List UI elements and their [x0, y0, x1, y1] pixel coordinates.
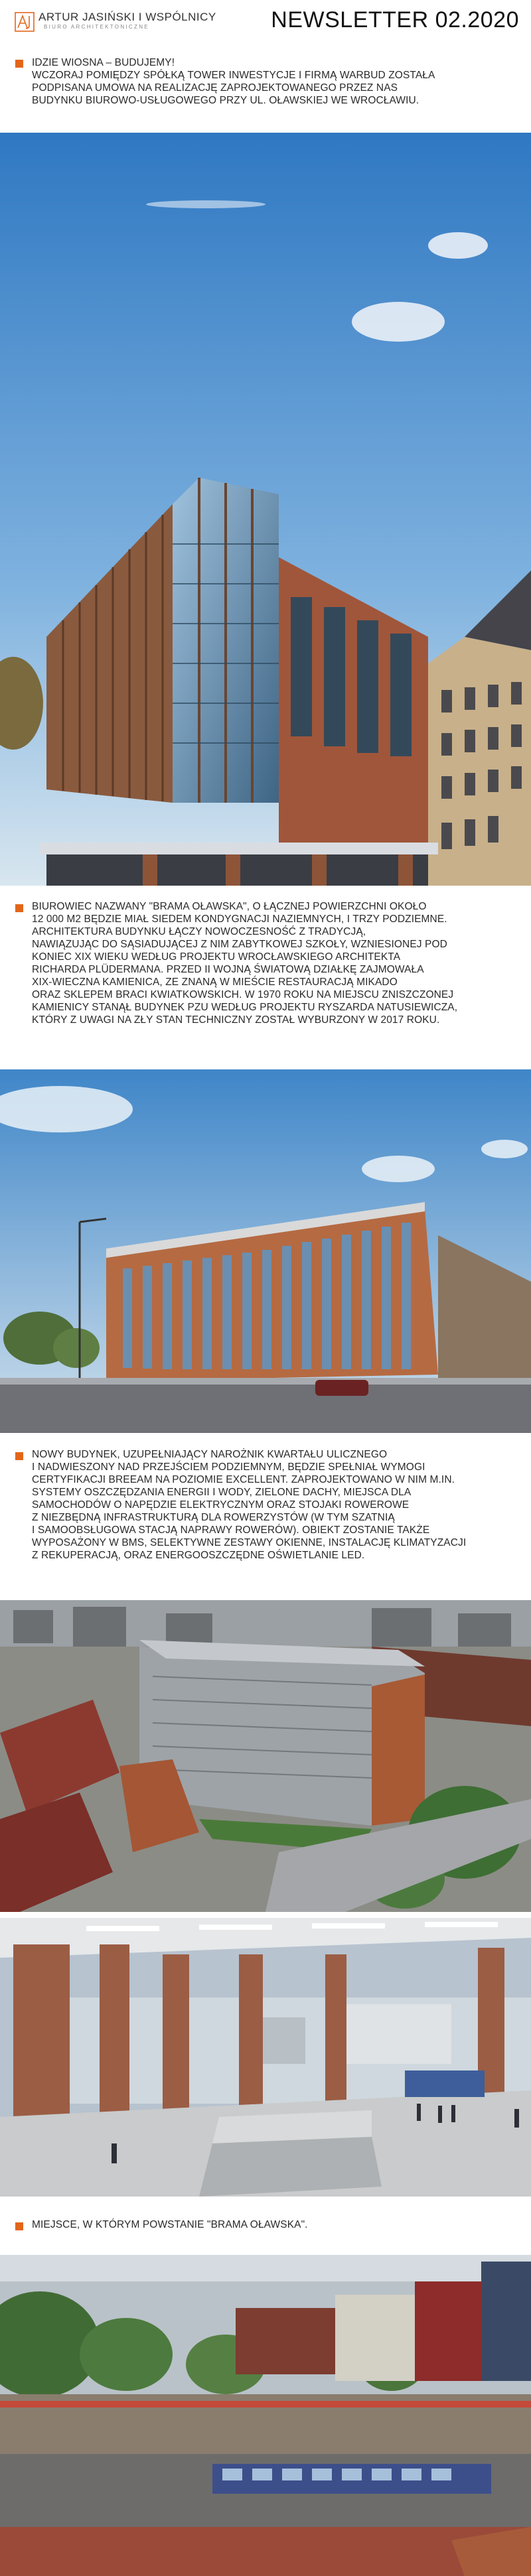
intro-line: WCZORAJ POMIĘDZY SPÓŁKĄ TOWER INWESTYCJE I FIRMĄ WARBUD ZOSTAŁA — [32, 70, 435, 81]
history-paragraph — [32, 900, 516, 1026]
newsletter-header — [0, 0, 531, 41]
rendering-aerial-view — [0, 1600, 531, 1912]
rendering-street-view — [0, 1069, 531, 1433]
newsletter-title: NEWSLETTER 02.2020 — [271, 7, 519, 33]
history-line: KTÓRY Z UWAGI NA ZŁY STAN TECHNICZNY ZOSTAŁ WYBURZONY W 2017 ROKU. — [32, 1014, 440, 1026]
features-line: Z REKUPERACJĄ, ORAZ ENERGOOSZCZĘDNE OŚWIETLANIE LED. — [32, 1550, 365, 1561]
features-paragraph — [32, 1448, 516, 1562]
intro-line: BUDYNKU BIUROWO-USŁUGOWEGO PRZY UL. OŁAWSKIEJ WE WROCŁAWIU. — [32, 95, 419, 106]
site-line: MIEJSCE, W KTÓRYM POWSTANIE "BRAMA OŁAWSKA". — [32, 2219, 308, 2230]
history-line: RICHARDA PLÜDERMANA. PRZED II WOJNĄ ŚWIATOWĄ DZIAŁKĘ ZAJMOWAŁA — [32, 964, 424, 975]
features-line: Z NIEZBĘDNĄ INFRASTRUKTURĄ DLA ROWERZYSTÓW (W TYM SZATNIĄ — [32, 1512, 395, 1523]
history-line: ARCHITEKTURA BUDYNKU ŁĄCZY NOWOCZESNOŚĆ Z TRADYCJĄ, — [32, 926, 366, 937]
intro-line: IDZIE WIOSNA – BUDUJEMY! — [32, 57, 175, 68]
features-line: I SAMOOBSŁUGOWA STACJĄ NAPRAWY ROWERÓW). OBIEKT ZOSTANIE TAKŻE — [32, 1525, 430, 1536]
bullet-marker — [15, 1452, 23, 1460]
features-line: CERTYFIKACJI BREEAM NA POZIOMIE EXCELLENT. ZAPROJEKTOWANO W NIM M.IN. — [32, 1474, 455, 1485]
features-line: SYSTEMY OSZCZĘDZANIA ENERGII I WODY, ZIELONE DACHY, MIEJSCA DLA — [32, 1487, 412, 1498]
intro-paragraph — [32, 56, 516, 107]
rendering-corner-view — [0, 133, 531, 886]
logo-name: ARTUR JASIŃSKI I WSPÓLNICY — [38, 11, 216, 23]
history-line: KAMIENICY STANĄŁ BUDYNEK PZU WEDŁUG PROJEKTU RYSZARDA NATUSIEWICZA, — [32, 1002, 458, 1013]
bullet-marker — [15, 60, 23, 68]
features-line: I NADWIESZONY NAD PRZEJŚCIEM PODZIEMNYM, BĘDZIE SPEŁNIAŁ WYMOGI — [32, 1461, 425, 1473]
logo-mark-icon — [15, 12, 35, 32]
history-line: XIX-WIECZNA KAMIENICA, ZE ZNANĄ W MIEŚCIE RESTAURACJĄ MIKADO — [32, 977, 398, 988]
history-line: KONIEC XIX WIEKU WEDŁUG PROJEKTU WROCŁAWSKIEGO ARCHITEKTA — [32, 951, 401, 963]
history-line: 12 000 M2 BĘDZIE MIAŁ SIEDEM KONDYGNACJI NAZIEMNYCH, I TRZY PODZIEMNE. — [32, 914, 447, 925]
features-line: SAMOCHODÓW O NAPĘDZIE ELEKTRYCZNYM ORAZ STOJAKI ROWEROWE — [32, 1499, 410, 1511]
logo-subtitle: BIURO ARCHITEKTONICZNE — [44, 24, 149, 30]
history-line: BIUROWIEC NAZWANY "BRAMA OŁAWSKA", O ŁĄCZNEJ POWIERZCHNI OKOŁO — [32, 901, 427, 912]
history-line: NAWIĄZUJĄC DO SĄSIADUJĄCEJ Z NIM ZABYTKOWEJ SZKOŁY, WZNIESIONEJ POD — [32, 939, 447, 950]
intro-line: PODPISANA UMOWA NA REALIZACJĘ ZAPROJEKTOWANEGO PRZEZ NAS — [32, 82, 398, 94]
features-line: NOWY BUDYNEK, UZUPEŁNIAJĄCY NAROŻNIK KWARTAŁU ULICZNEGO — [32, 1449, 388, 1460]
rendering-passage-view — [0, 1918, 531, 2197]
history-line: ORAZ SKLEPEM BRACI KWIATKOWSKICH. W 1970 ROKU NA MIEJSCU ZNISZCZONEJ — [32, 989, 454, 1000]
features-line: WYPOSAŻONY W BMS, SELEKTYWNE ZESTAWY OKIENNE, INSTALACJĘ KLIMATYZACJI — [32, 1537, 467, 1548]
bullet-marker — [15, 904, 23, 912]
site-paragraph — [32, 2218, 516, 2231]
site-photo — [0, 2255, 531, 2576]
bullet-marker — [15, 2222, 23, 2230]
